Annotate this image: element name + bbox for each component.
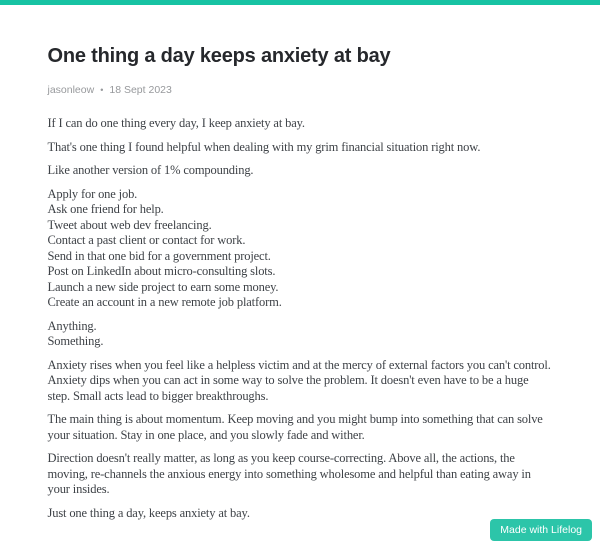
top-accent-bar <box>0 0 600 5</box>
intro-paragraph: If I can do one thing every day, I keep anxiety at bay. <box>47 116 305 130</box>
action-list-item: Create an account in a new remote job platform. <box>47 295 282 309</box>
page-title: One thing a day keeps anxiety at bay <box>47 45 391 67</box>
emphasis-line: Something. <box>47 334 104 348</box>
byline-separator: • <box>100 85 104 95</box>
made-with-lifelog-button[interactable]: Made with Lifelog <box>490 519 592 542</box>
article-container <box>48 0 553 521</box>
action-list-item: Send in that one bid for a government project. <box>47 248 271 263</box>
action-list-item: Apply for one job. <box>47 186 138 201</box>
emphasis-lines <box>48 319 553 350</box>
intro-paragraph: Like another version of 1% compounding. <box>47 163 254 177</box>
action-list-item: Ask one friend for help. <box>47 202 164 216</box>
body-paragraph: Direction doesn't really matter, as long as you keep course-correcting. Above all, the actions, the moving, re-channels the anxious energy into something wholesome and helpful than eating away in your insides. <box>47 451 531 496</box>
body-paragraph: The main thing is about momentum. Keep moving and you might bump into something that can solve your situation. Stay in one place, and you slowly fade and wither. <box>47 412 543 442</box>
body-paragraph: Anxiety rises when you feel like a helpless victim and at the mercy of external factors you can't control. Anxiety dips when you can act in some way to solve the problem. It doesn't even have to be a huge step. Small acts lead to bigger breakthroughs. <box>47 357 551 403</box>
byline <box>48 84 553 96</box>
action-list-item: Contact a past client or contact for work. <box>47 233 246 247</box>
emphasis-line: Anything. <box>47 318 97 333</box>
action-list <box>48 187 553 311</box>
intro-paragraph: That's one thing I found helpful when dealing with my grim financial situation right now. <box>47 139 481 154</box>
article-body <box>48 116 553 521</box>
action-list-item: Tweet about web dev freelancing. <box>47 217 212 232</box>
closing-paragraph: Just one thing a day, keeps anxiety at bay. <box>47 505 250 520</box>
action-list-item: Launch a new side project to earn some money. <box>47 279 279 294</box>
author-link[interactable]: jasonleow <box>47 84 95 96</box>
action-list-item: Post on LinkedIn about micro-consulting slots. <box>47 264 276 278</box>
post-date: 18 Sept 2023 <box>109 84 172 96</box>
